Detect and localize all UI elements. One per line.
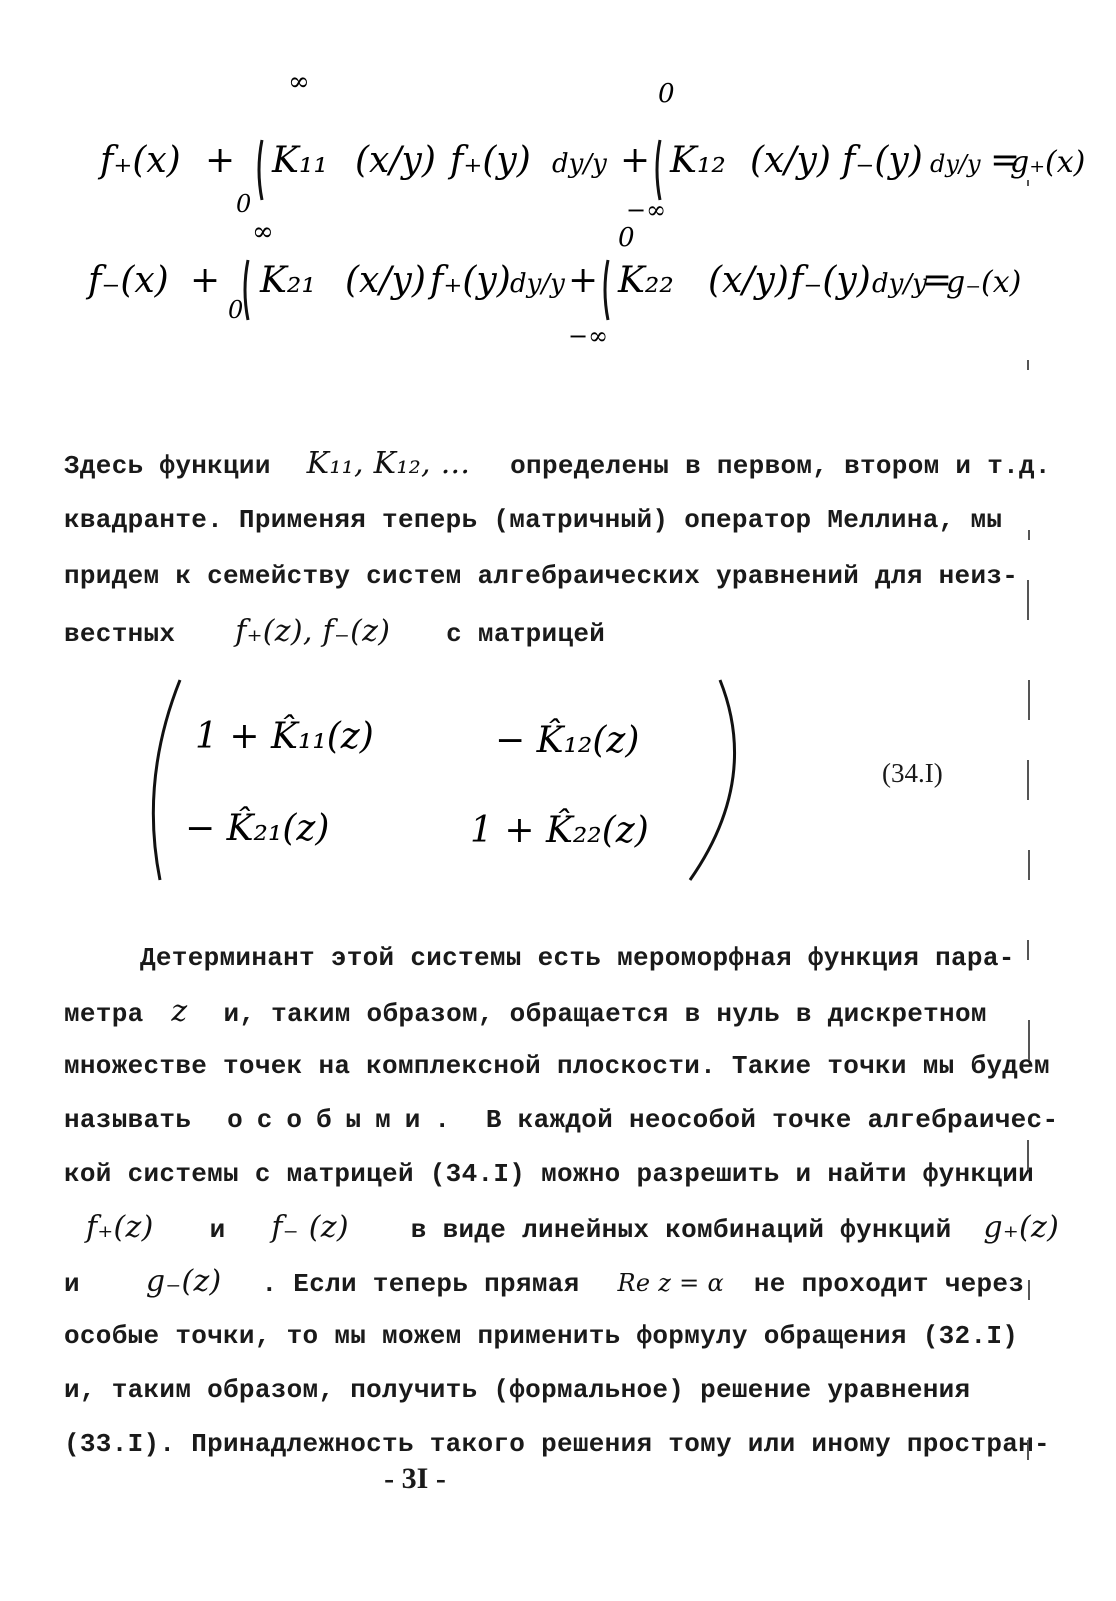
eq1-dy2: dy/y: [930, 150, 981, 178]
equation-2-graphic: [0, 210, 1116, 370]
eq2-rhs: g₋(x): [946, 265, 1022, 300]
paragraph-2-line-5: кой системы с матрицей (34.I) можно разрешить и найти функции: [64, 1159, 1035, 1189]
eq2-arg2: (x/y): [708, 260, 789, 301]
paragraph-2-line-8: особые точки, то мы можем применить формулу обращения (32.I): [64, 1321, 1019, 1351]
eq2-dy1: dy/y: [510, 269, 565, 299]
paragraph-1-line-1: Здесь функции K₁₁, K₁₂, ... определены в первом, втором и т.д.: [64, 446, 1051, 481]
eq1-arg1: (x/y): [355, 140, 436, 181]
eq1-arg2: (x/y): [750, 140, 831, 181]
equation-1-graphic: [0, 60, 1116, 220]
eq1-lhs: f₊(x): [100, 140, 181, 181]
paragraph-2-line-2: метра z и, таким образом, обращается в нуль в дискретном: [64, 994, 987, 1029]
inline-math: f₊(z): [86, 1210, 154, 1245]
paragraph-2-line-1: Детерминант этой системы есть мероморфная функция пара-: [140, 943, 1015, 973]
emphasized-word: особыми.: [227, 1105, 464, 1135]
inline-math: f₋ (z): [271, 1210, 349, 1245]
eq1-kernel2: K₁₂: [670, 140, 726, 181]
eq1-func1: f₊(y): [450, 140, 531, 181]
paragraph-2-line-9: и, таким образом, получить (формальное) решение уравнения: [64, 1375, 971, 1405]
eq2-plus1: +: [190, 260, 221, 301]
paragraph-1: [64, 436, 1051, 666]
eq1-int1-lower: 0: [236, 190, 252, 218]
integral-sign: [605, 260, 608, 320]
eq2-arg1: (x/y): [345, 260, 426, 301]
integral-sign: [259, 140, 262, 200]
eq2-int2-upper: 0: [618, 223, 635, 253]
eq2-plus2: +: [568, 260, 599, 301]
matrix-a11: 1 + K̂₁₁(z): [195, 716, 374, 757]
paragraph-2-line-3: множестве точек на комплексной плоскости. Такие точки мы будем: [64, 1051, 1050, 1081]
eq1-plus1: +: [205, 140, 236, 181]
inline-math: g₊(z): [983, 1210, 1060, 1245]
paragraph-2-line-4: называть особыми. В каждой неособой точке алгебраичес-: [64, 1105, 1059, 1135]
eq1-kernel1: K₁₁: [272, 140, 328, 181]
eq2-int1-upper: ∞: [252, 217, 274, 247]
scan-edge-artifacts: [1024, 60, 1044, 1540]
eq2-kernel2: K₂₂: [618, 260, 674, 301]
paragraph-2-line-10: (33.I). Принадлежность такого решения тому или иному простран-: [64, 1429, 1050, 1459]
paragraph-1-line-4: вестных f₊(z), f₋(z) с матрицей: [64, 614, 606, 649]
matrix-a12: − K̂₁₂(z): [495, 720, 640, 761]
equation-1: [0, 60, 1116, 220]
integral-sign: [657, 140, 660, 200]
eq1-dy1: dy/y: [552, 149, 607, 179]
eq1-rhs: g₊(x): [1010, 145, 1086, 180]
equation-2: [0, 210, 1116, 370]
page-number: - 3I -: [384, 1462, 446, 1495]
inline-math: K₁₁, K₁₂, ...: [306, 446, 471, 481]
integral-sign: [245, 260, 248, 320]
eq1-int2-lower: −∞: [626, 196, 667, 220]
eq1-int2-upper: 0: [658, 79, 675, 109]
matrix-a22: 1 + K̂₂₂(z): [470, 810, 649, 851]
eq2-int2-lower: −∞: [568, 322, 609, 350]
eq2-lhs: f₋(x): [88, 260, 169, 301]
paragraph-2-line-7: и g₋(z) . Если теперь прямая Re z = α не проходит через: [64, 1264, 1025, 1299]
inline-math: Re z = α: [617, 1269, 724, 1297]
eq2-dy2: dy/y: [872, 269, 927, 299]
eq1-equals: =: [990, 140, 1021, 181]
inline-math: z: [171, 994, 188, 1029]
inline-math: f₊(z), f₋(z): [235, 614, 391, 649]
equation-number: (34.I): [882, 758, 943, 788]
eq2-kernel1: K₂₁: [260, 260, 316, 301]
eq2-int1-lower: 0: [228, 296, 244, 324]
paragraph-1-line-3: придем к семейству систем алгебраических уравнений для неиз-: [64, 561, 1019, 591]
eq2-func2: f₋(y): [790, 260, 871, 301]
left-paren: [153, 680, 180, 880]
eq2-equals: =: [922, 260, 953, 301]
matrix-a21: − K̂₂₁(z): [185, 808, 330, 849]
paragraph-1-line-2: квадранте. Применяя теперь (матричный) оператор Меллина, мы: [64, 505, 1003, 535]
eq1-int1-upper: ∞: [288, 67, 310, 97]
paragraph-2: [64, 930, 1060, 1459]
eq1-plus2: +: [620, 140, 651, 181]
eq2-func1: f₊(y): [430, 260, 511, 301]
right-paren: [690, 680, 735, 880]
inline-math: g₋(z): [145, 1264, 222, 1299]
eq1-func2: f₋(y): [842, 140, 923, 181]
paragraph-2-line-6: f₊(z) и f₋ (z) в виде линейных комбинаций функций g₊(z): [86, 1210, 1060, 1245]
